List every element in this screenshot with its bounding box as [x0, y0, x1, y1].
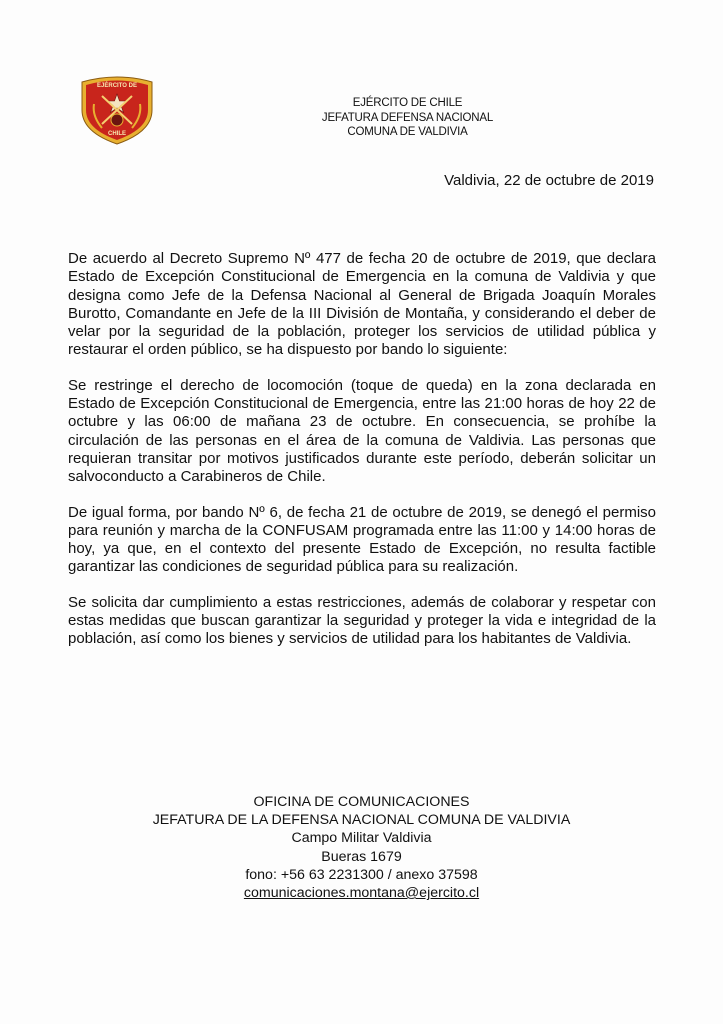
- letterhead-line-comuna: COMUNA DE VALDIVIA: [347, 126, 468, 138]
- footer-office: OFICINA DE COMUNICACIONES: [253, 794, 470, 810]
- footer-phone: fono: +56 63 2231300 / anexo 37598: [245, 866, 478, 883]
- army-shield-emblem-icon: [76, 74, 158, 146]
- footer-street: Bueras 1679: [321, 848, 402, 865]
- letterhead-line-army: EJÉRCITO DE CHILE: [352, 97, 463, 109]
- letterhead: [300, 96, 515, 140]
- paragraph-march-denied: De igual forma, por bando Nº 6, de fecha 21 de octubre de 2019, se denegó el permiso para reunión y marcha de la CONFUSAM programada entre las 11:00 y 14:00 horas de hoy, ya que, en el contexto del presente Estado de Excepción, no resulta factible garantizar las condiciones de seguridad pública para su realización.: [68, 503, 656, 576]
- logo-top-text: EJÉRCITO DE: [97, 83, 137, 89]
- paragraph-curfew: Se restringe el derecho de locomoción (toque de queda) en la zona declarada en Estado de Excepción Constitucional de Emergencia, entre las 21:00 horas de hoy 22 de octubre y las 06:00 de mañana 23 de octubre. En consecuencia, se prohíbe la circulación de las personas en el área de la comuna de Valdivia. Las personas que requieran transitar por motivos justificados durante este período, deberán solicitar un salvoconducto a Carabineros de Chile.: [68, 376, 656, 486]
- paragraph-compliance: Se solicita dar cumplimiento a estas restricciones, además de colaborar y respetar con estas medidas que buscan garantizar la seguridad y proteger la vida e integridad de la población, así como los bienes y servicios de utilidad para los habitantes de Valdivia.: [68, 593, 656, 648]
- logo-bottom-text: CHILE: [108, 131, 126, 137]
- footer-location: Campo Militar Valdivia: [291, 830, 432, 847]
- signature-block: [120, 793, 603, 902]
- paragraph-decree: De acuerdo al Decreto Supremo Nº 477 de fecha 20 de octubre de 2019, que declara Estado de Excepción Constitucional de Emergencia en la comuna de Valdivia y que designa como Jefe de la Defensa Nacional al General de Brigada Joaquín Morales Burotto, Comandante en Jefe de la III División de Montaña, y considerando el deber de velar por la seguridad de la población, proteger los servicios de utilidad pública y restaurar el orden público, se ha dispuesto por bando lo siguiente:: [68, 250, 656, 359]
- document-date: Valdivia, 22 de octubre de 2019: [444, 172, 654, 189]
- letterhead-line-jefatura: JEFATURA DEFENSA NACIONAL: [321, 111, 494, 124]
- footer-email-link[interactable]: comunicaciones.montana@ejercito.cl: [243, 885, 480, 902]
- footer-department: JEFATURA DE LA DEFENSA NACIONAL COMUNA DE VALDIVIA: [152, 812, 571, 829]
- document-body: [68, 250, 656, 666]
